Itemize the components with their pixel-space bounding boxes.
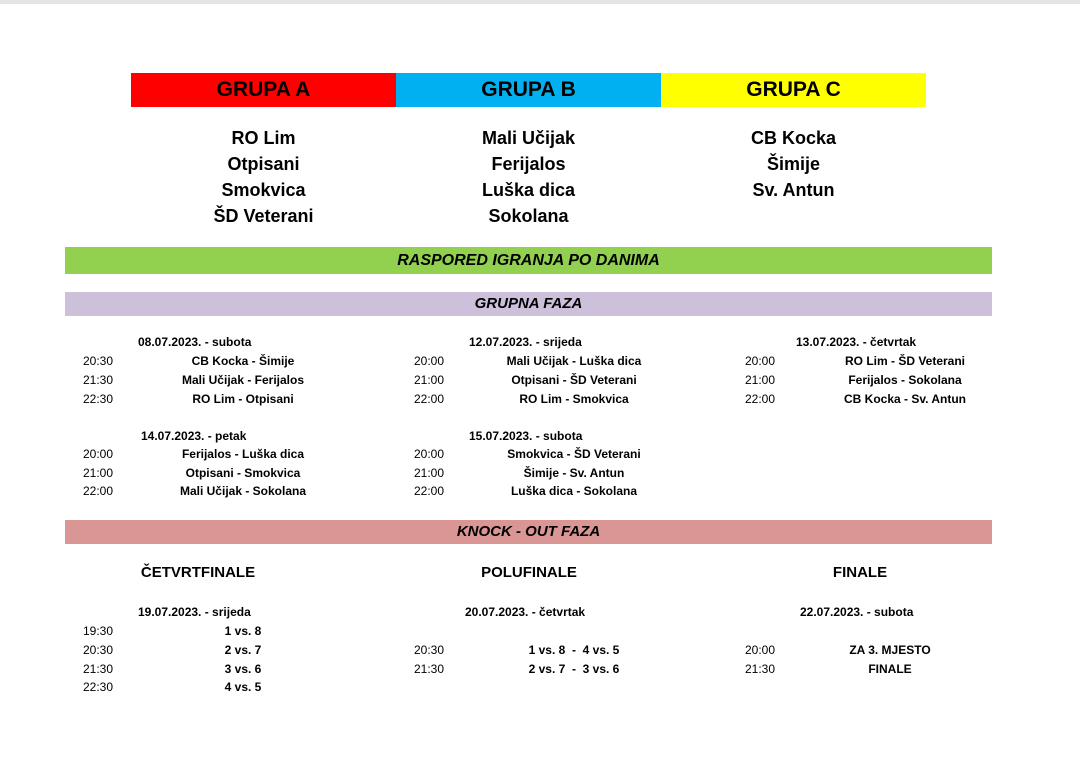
match-row — [414, 445, 744, 464]
match-time: 21:30 — [414, 662, 445, 676]
match-teams: Ferijalos - Luška dica — [181, 447, 305, 461]
match-row — [83, 641, 413, 660]
match-row — [414, 390, 744, 409]
match-time: 22:00 — [83, 484, 114, 498]
match-time: 20:00 — [414, 354, 445, 368]
match-teams: CB Kocka - Šimije — [191, 354, 295, 368]
top-border — [0, 0, 1080, 4]
day-date: 15.07.2023. - subota — [469, 429, 583, 443]
team: Smokvica — [221, 180, 306, 200]
team: CB Kocka — [750, 128, 837, 148]
match-teams: Mali Učijak - Ferijalos — [181, 373, 305, 387]
day-date: 12.07.2023. - srijeda — [469, 335, 582, 349]
match-row — [414, 352, 744, 371]
match-time: 22:00 — [414, 484, 445, 498]
match-row — [83, 678, 413, 697]
match-time: 20:30 — [414, 643, 445, 657]
team: Šimije — [766, 154, 821, 174]
match-teams: 2 vs. 7 - 3 vs. 6 — [528, 662, 620, 676]
match-time: 20:00 — [83, 447, 114, 461]
match-teams: 1 vs. 8 - 4 vs. 5 — [528, 643, 620, 657]
group-a-header: GRUPA A — [131, 73, 396, 107]
match-time: 20:30 — [83, 354, 114, 368]
match-row — [414, 464, 744, 483]
semifinal-title: POLUFINALE — [481, 564, 577, 581]
match-teams: 2 vs. 7 — [224, 643, 262, 657]
match-teams: Otpisani - ŠD Veterani — [511, 373, 637, 387]
match-teams: Mali Učijak - Luška dica — [506, 354, 642, 368]
match-time: 22:00 — [414, 392, 445, 406]
day-date: 20.07.2023. - četvrtak — [465, 605, 586, 619]
match-row — [83, 482, 413, 501]
match-teams: 3 vs. 6 — [224, 662, 262, 676]
match-teams: 1 vs. 8 — [224, 624, 262, 638]
match-teams: Šimije - Sv. Antun — [523, 466, 625, 480]
match-row — [83, 371, 413, 390]
match-row — [83, 660, 413, 679]
match-teams: RO Lim - Smokvica — [519, 392, 629, 406]
team: Ferijalos — [491, 154, 566, 174]
match-teams: 4 vs. 5 — [224, 680, 262, 694]
match-teams: FINALE — [868, 662, 912, 676]
match-row — [745, 390, 1075, 409]
match-row — [83, 390, 413, 409]
team: Mali Učijak — [481, 128, 576, 148]
match-teams: Luška dica - Sokolana — [510, 484, 638, 498]
match-teams: Ferijalos - Sokolana — [848, 373, 962, 387]
match-teams: Mali Učijak - Sokolana — [179, 484, 307, 498]
match-time: 21:00 — [83, 466, 114, 480]
group-phase-banner: GRUPNA FAZA — [65, 292, 992, 316]
match-time: 20:00 — [414, 447, 445, 461]
match-time: 21:30 — [83, 373, 114, 387]
group-a-teams — [131, 125, 396, 229]
match-row — [83, 445, 413, 464]
match-row — [745, 371, 1075, 390]
team: RO Lim — [231, 128, 296, 148]
match-teams: ZA 3. MJESTO — [849, 643, 931, 657]
match-teams: RO Lim - Otpisani — [192, 392, 294, 406]
schedule-banner: RASPORED IGRANJA PO DANIMA — [65, 247, 992, 274]
group-c-header: GRUPA C — [661, 73, 926, 107]
match-time: 21:30 — [83, 662, 114, 676]
match-time: 19:30 — [83, 624, 114, 638]
match-row — [83, 464, 413, 483]
match-time: 21:00 — [414, 466, 445, 480]
knockout-banner: KNOCK - OUT FAZA — [65, 520, 992, 544]
match-time: 22:30 — [83, 392, 114, 406]
final-title: FINALE — [832, 564, 888, 581]
day-date: 22.07.2023. - subota — [800, 605, 914, 619]
day-date: 19.07.2023. - srijeda — [138, 605, 251, 619]
quarterfinal-title: ČETVRTFINALE — [140, 564, 256, 581]
match-time: 20:30 — [83, 643, 114, 657]
team: Sv. Antun — [752, 180, 835, 200]
day-date: 13.07.2023. - četvrtak — [796, 335, 917, 349]
match-row — [414, 641, 744, 660]
match-teams: RO Lim - ŠD Veterani — [844, 354, 966, 368]
group-b-header: GRUPA B — [396, 73, 661, 107]
match-time: 21:00 — [745, 373, 776, 387]
match-row — [745, 641, 1075, 660]
match-time: 22:00 — [745, 392, 776, 406]
match-teams: Smokvica - ŠD Veterani — [507, 447, 641, 461]
match-row — [745, 660, 1075, 679]
match-time: 20:00 — [745, 354, 776, 368]
match-row — [414, 482, 744, 501]
match-time: 22:30 — [83, 680, 114, 694]
day-date: 08.07.2023. - subota — [138, 335, 252, 349]
match-row — [83, 622, 413, 641]
match-row — [83, 352, 413, 371]
team: Otpisani — [227, 154, 300, 174]
team: ŠD Veterani — [213, 206, 314, 226]
match-row — [745, 352, 1075, 371]
match-teams: CB Kocka - Sv. Antun — [843, 392, 966, 406]
match-row — [414, 660, 744, 679]
match-time: 20:00 — [745, 643, 776, 657]
team: Luška dica — [481, 180, 576, 200]
group-c-teams — [661, 125, 926, 203]
match-row — [414, 371, 744, 390]
match-time: 21:00 — [414, 373, 445, 387]
day-date: 14.07.2023. - petak — [141, 429, 247, 443]
group-b-teams — [396, 125, 661, 229]
match-teams: Otpisani - Smokvica — [185, 466, 301, 480]
team: Sokolana — [488, 206, 569, 226]
match-time: 21:30 — [745, 662, 776, 676]
